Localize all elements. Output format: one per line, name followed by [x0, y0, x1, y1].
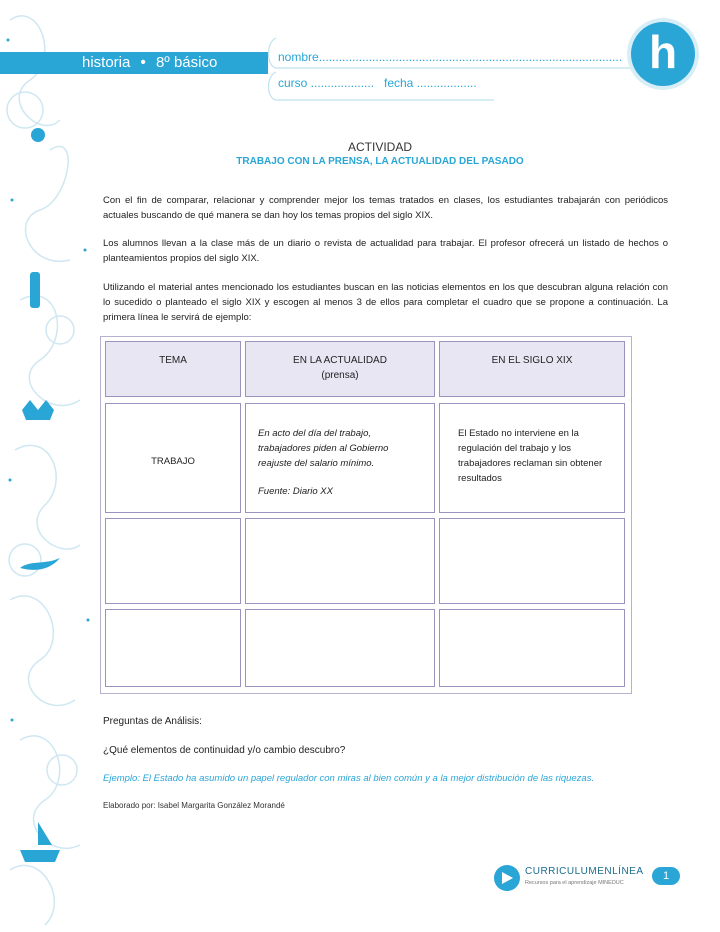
bird-icon	[20, 558, 60, 570]
header-cell-siglo	[439, 341, 625, 397]
header-siglo: EN EL SIGLO XIX	[491, 355, 573, 366]
example-actualidad: En acto del día del trabajo, trabajadores piden al Gobierno reajuste del salario mínimo.	[258, 428, 389, 469]
fields-frame	[264, 36, 644, 102]
analysis-example: Ejemplo: El Estado ha asumido un papel regulador con miras al bien común y a la mejor distribución de las riquezas.	[103, 773, 595, 784]
date-field[interactable]: fecha ..................	[384, 76, 477, 90]
header-prensa: (prensa)	[321, 370, 359, 381]
analysis-question: ¿Qué elementos de continuidad y/o cambio descubro?	[103, 745, 346, 756]
curriculum-tagline: Recursos para el aprendizaje MINEDUC	[525, 880, 624, 886]
cell-tema-example	[105, 403, 241, 513]
paragraph-2: Los alumnos llevan a la clase más de un diario o revista de actualidad para trabajar. El profesor ofrecerá un listado de hechos o planteamientos propios del siglo XIX.	[103, 238, 668, 264]
header-tema: TEMA	[159, 355, 187, 366]
cell-empty-r3c2[interactable]	[245, 609, 435, 687]
curriculum-logo-icon	[493, 864, 521, 892]
cell-empty-r2c2[interactable]	[245, 518, 435, 604]
author-credit: Elaborado por: Isabel Margarita González Morandé	[103, 801, 285, 810]
cell-empty-r3c1[interactable]	[105, 609, 241, 687]
subject-label: historia	[82, 54, 131, 71]
paragraph-3: Utilizando el material antes mencionado los estudiantes buscan en las noticias elementos en los que descubran alguna relación con lo sucedido o planteado el siglo XIX y escogen al menos 3 de ellos para completar el cuadro que se propone a continuación. La primera línea le servirá de ejemplo:	[103, 282, 668, 323]
page-number: 1	[652, 867, 680, 885]
ship-icon	[20, 820, 60, 862]
statue-icon	[30, 272, 40, 308]
separator-dot: •	[140, 54, 146, 71]
student-fields	[264, 36, 644, 102]
header-cell-actualidad	[245, 341, 435, 397]
curriculum-logo	[493, 864, 644, 892]
logo-h: h	[631, 22, 695, 86]
example-fuente: Fuente: Diario XX	[258, 486, 333, 497]
subject-grade	[82, 54, 217, 71]
course-field[interactable]: curso ...................	[278, 76, 375, 90]
paragraph-1: Con el fin de comparar, relacionar y comprender mejor los temas tratados en clases, los estudiantes trabajarán con periódicos actuales buscando de qué manera se dan hoy los temas propios del siglo XIX.	[103, 195, 668, 221]
cell-siglo-example	[439, 403, 625, 513]
example-tema: TRABAJO	[151, 456, 195, 467]
page-title: ACTIVIDAD	[347, 140, 412, 154]
cell-empty-r2c1[interactable]	[105, 518, 241, 604]
cell-empty-r2c3[interactable]	[439, 518, 625, 604]
curriculum-brand: CURRICULUMENLÍNEA	[525, 866, 644, 877]
cell-actualidad-example	[245, 403, 435, 513]
grade-label: 8º básico	[155, 54, 218, 71]
header-actualidad: EN LA ACTUALIDAD	[293, 355, 387, 366]
name-field[interactable]: nombre...........................................................................................	[278, 50, 623, 64]
example-siglo: El Estado no interviene en la regulación del trabajo y los trabajadores reclaman sin obtener resultados	[458, 428, 603, 484]
cell-empty-r3c3[interactable]	[439, 609, 625, 687]
header-cell-tema	[105, 341, 241, 397]
page-subtitle: TRABAJO CON LA PRENSA, LA ACTUALIDAD DEL PASADO	[236, 156, 524, 167]
analysis-heading: Preguntas de Análisis:	[103, 716, 202, 727]
comparison-table	[100, 336, 632, 694]
